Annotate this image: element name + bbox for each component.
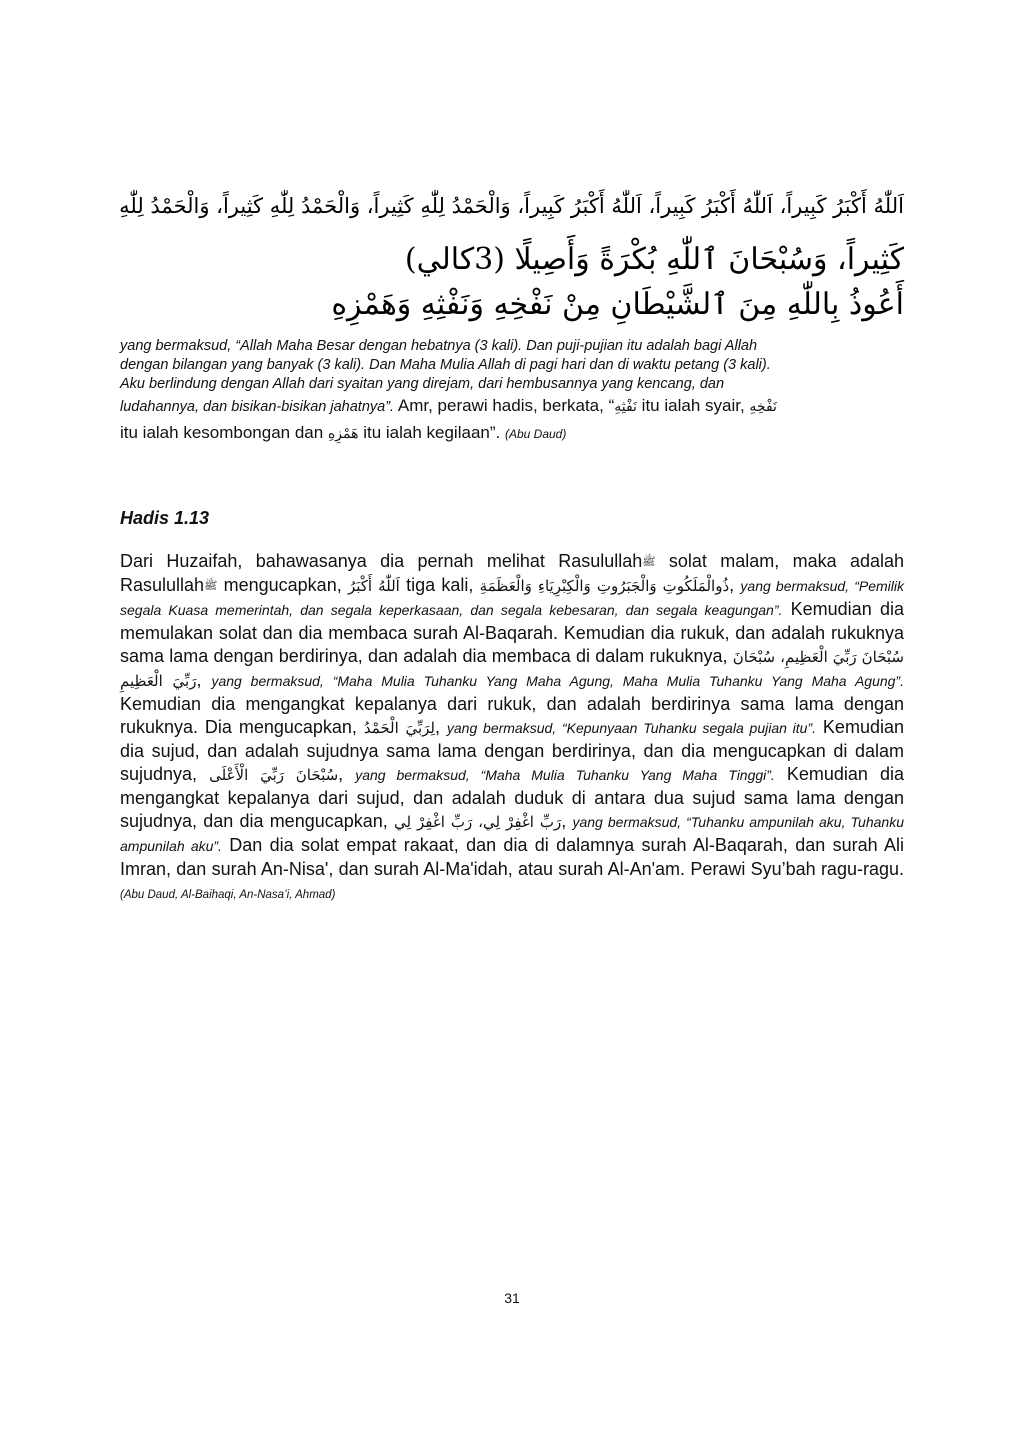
body-text: Kemudian dia memulakan solat dan dia membaca surah Al-Baqarah. Kemudian dia rukuk, dan adalah rukuknya sama lama dengan berdirinya, dan adalah dia membaca di dalam rukuknya, [120, 599, 904, 666]
section-heading: Hadis 1.13 [120, 508, 210, 528]
narrator-text-mid: itu ialah syair, [636, 396, 750, 415]
italic-translation: yang bermaksud, “Pemilik segala Kuasa memerintah, dan segala keperkasaan, dan segala kebesaran, dan segala keagungan”. [120, 578, 904, 618]
arabic-phrase: اَللّٰهُ أَكْبَرُ [347, 577, 400, 595]
body-text: Dan dia solat empat rakaat, dan dia di dalamnya surah Al-Baqarah, dan surah Ali Imran, dan surah An-Nisa', dan surah Al-Ma'idah, atau surah Al-An'am. Perawi Syu’bah ragu-ragu. [120, 835, 904, 879]
narrator-text: Amr, perawi hadis, berkata, “ [394, 396, 615, 415]
translation-line-2: dengan bilangan yang banyak (3 kali). Dan Maha Mulia Allah di pagi hari dan di waktu petang (3 kali). [120, 357, 771, 373]
arabic-phrase: ذُوالْمَلَكُوتِ وَالْجَبَرُوتِ وَالْكِبْرِيَاءِ وَالْعَظَمَةِ [479, 577, 730, 595]
narrator-text-2: itu ialah kesombongan dan [120, 423, 328, 442]
arabic-phrase: لِرَبِّيَ الْحَمْدُ [363, 719, 435, 737]
body-text: Kemudian dia sujud, dan adalah sujudnya sama lama dengan berdirinya, dan dia mengucapkan di dalam sujudnya, [120, 717, 904, 784]
translation-line-4 [120, 396, 904, 417]
italic-translation: yang bermaksud, “Maha Mulia Tuhanku Yang Maha Agung, Maha Mulia Tuhanku Yang Maha Agung”. [211, 673, 904, 689]
body-text: solat malam, maka adalah Rasulullah [120, 551, 905, 595]
arabic-phrase: سُبْحَانَ رَبِّيَ الْعَظِيمِ، سُبْحَانَ رَبِّيَ الْعَظِيمِ [120, 648, 904, 690]
saw-symbol: ﷺ [642, 556, 656, 568]
arabic-word-hamzih: هَمْزِهِ [327, 426, 359, 442]
italic-translation: yang bermaksud, “Kepunyaan Tuhanku segala pujian itu”. [446, 720, 817, 736]
body-text: , [196, 670, 212, 690]
translation-line-1: yang bermaksud, “Allah Maha Besar dengan hebatnya (3 kali). Dan puji-pujian itu adalah bagi Allah [120, 338, 758, 354]
body-text: Kemudian dia mengangkat kepalanya dari sujud, dan adalah duduk di antara dua sujud sama lama dengan sujudnya, dan dia mengucapkan, [120, 764, 904, 831]
body-text: Kemudian dia mengangkat kepalanya dari rukuk, dan adalah berdirinya sama lama dengan rukuknya. Dia mengucapkan, [120, 694, 904, 737]
translation-line-3: Aku berlindung dengan Allah dari syaitan yang direjam, dari hembusannya yang kencang, dan [120, 376, 725, 392]
italic-translation: yang bermaksud, “Maha Mulia Tuhanku Yang Maha Tinggi”. [355, 767, 775, 783]
source-citation: (Abu Daud, Al-Baihaqi, An-Nasa’i, Ahmad) [120, 889, 336, 901]
arabic-takbir-line-1: اَللّٰهُ أَكْبَرُ كَبِيراً، اَللّٰهُ أَكْبَرُ كَبِيراً، اَللّٰهُ أَكْبَرُ كَبِيراً، وَالْحَمْدُ لِلّٰهِ كَثِيراً، وَالْحَمْدُ لِلّٰهِ كَثِيراً، وَالْحَمْدُ لِلّٰهِ [119, 194, 904, 218]
arabic-word-nafkhih: نَفْخِهِ [749, 399, 777, 415]
arabic-phrase: سُبْحَانَ رَبِّيَ الْأَعْلَى [209, 766, 339, 784]
body-text: , [338, 764, 356, 784]
body-text: , [561, 811, 573, 831]
translation-line-5 [120, 423, 904, 444]
translation-paragraph [120, 337, 904, 444]
body-text: , [434, 717, 447, 737]
page-number: 31 [504, 1290, 520, 1306]
body-text: tiga kali, [399, 575, 480, 595]
arabic-taawuz-line: أَعُوذُ بِاللّٰهِ مِنَ ٱلشَّيْطَانِ مِنْ نَفْخِهِ وَنَفْثِهِ وَهَمْزِهِ [331, 287, 904, 322]
body-text: Dari Huzaifah, bahawasanya dia pernah melihat Rasulullah [120, 551, 643, 571]
italic-translation: yang bermaksud, “Tuhanku ampunilah aku, Tuhanku ampunilah aku”. [120, 814, 904, 854]
arabic-takbir-line-2: كَثِيراً، وَسُبْحَانَ ٱللّٰهِ بُكْرَةً وَأَصِيلًا (3كالي) [404, 242, 904, 277]
arabic-word-nafthih: نَفْثِهِ [614, 399, 637, 415]
arabic-phrase: رَبِّ اغْفِرْ لِي، رَبِّ اغْفِرْ لِي [393, 813, 562, 831]
body-text: , [729, 575, 741, 595]
source-citation: (Abu Daud) [504, 427, 567, 441]
body-text: mengucapkan, [217, 575, 348, 595]
narrator-text-3: itu ialah kegilaan”. [358, 423, 505, 442]
translation-italic-end: ludahannya, dan bisikan-bisikan jahatnya”. [120, 399, 395, 415]
hadith-body [120, 550, 904, 907]
saw-symbol: ﷺ [204, 580, 218, 592]
